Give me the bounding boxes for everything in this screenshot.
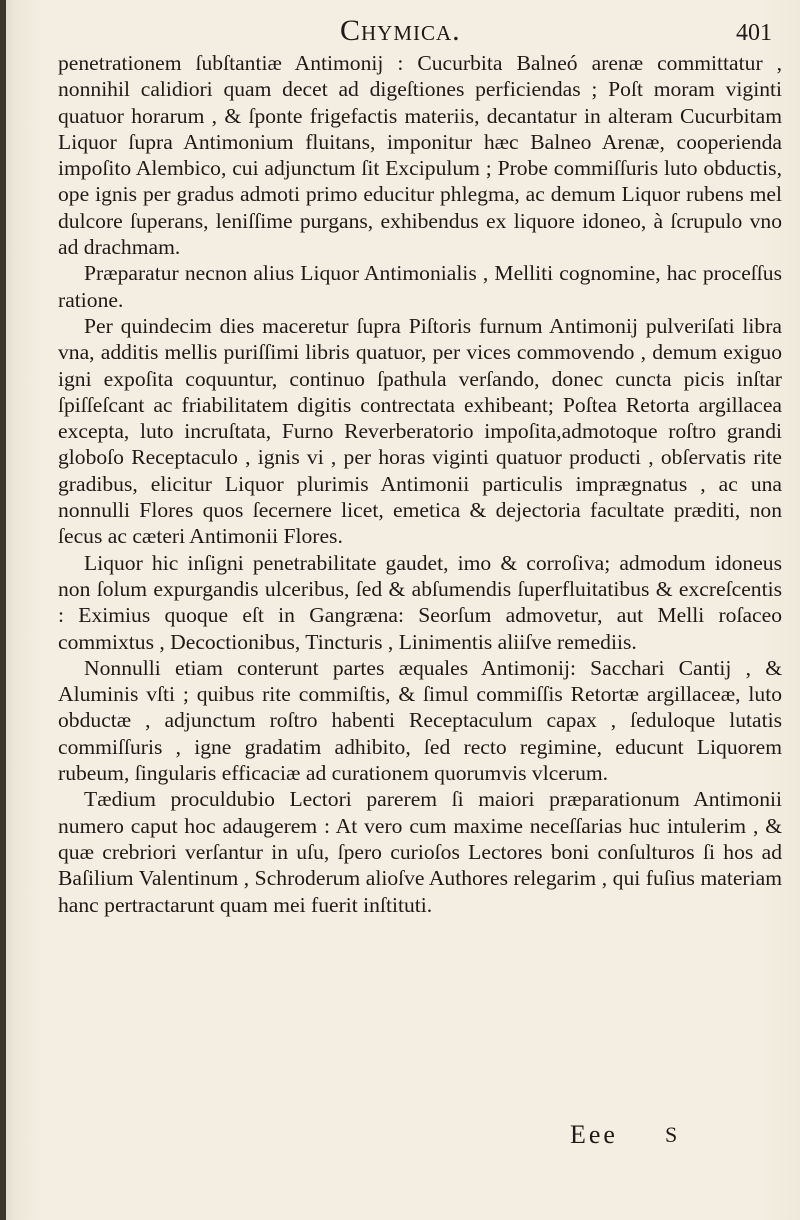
page-header	[60, 14, 790, 54]
page-footer	[560, 1120, 760, 1160]
paragraph: Præparatur necnon alius Liquor Antimonialis , Melliti cognomine, hac proceſſus ratione.	[58, 261, 782, 312]
running-title: Chymica.	[340, 14, 461, 47]
paragraph: Per quindecim dies maceretur ſupra Piſtoris furnum Antimonij pulveriſati libra vna, additis mellis puriſſimi libris quatuor, per vices commovendo , demum exiguo igni expoſita coquuntur, continuo ſpathula verſando, donec cuncta picis inſtar ſpiſſeſcant ac friabilitatem digitis contrectata exhibeant; Poſtea Retorta argillacea excepta, luto incruſtata, Furno Reverberatorio impoſita,admotoque roſtro grandi globoſo Receptaculo , ignis vi , per horas viginti quatuor producti , obſervatis rite gradibus, elicitur Liquor plurimis Antimonii particulis imprægnatus , ac una nonnulli Flores quos ſecernere licet, emetica & dejectoria facultate præditi, non ſecus ac cæteri Antimonii Flores.	[58, 313, 782, 549]
catchword: S	[665, 1122, 678, 1147]
main-text	[58, 50, 782, 918]
page-gutter-edge	[0, 0, 6, 1220]
paragraph: Nonnulli etiam conterunt partes æquales Antimonij: Sacchari Cantij , & Aluminis vſti ; quibus rite commiſtis, & ſimul commiſſis Retortæ argillaceæ, luto obductæ , adjunctum roſtro habenti Receptaculum capax , ſeduloque lutatis commiſſuris , igne gradatim adhibito, ſed recto regimine, educunt Liquorem rubeum, ſingularis efficaciæ ad curationem quorumvis vlcerum.	[58, 655, 782, 786]
paragraph: penetrationem ſubſtantiæ Antimonij : Cucurbita Balneó arenæ committatur , nonnihil calidiori quam decet ad digeſtiones perficiendas ; Poſt moram viginti quatuor horarum , & ſponte frigefactis materiis, decantatur in alteram Cucurbitam Liquor ſupra Antimonium fluitans, imponitur hæc Balneo Arenæ, cooperienda impoſito Alembico, cui adjunctum ſit Excipulum ; Probe commiſſuris luto obductis, ope ignis per gradus admoti primo educitur phlegma, ac demum Liquor rubens mel dulcore ſuperans, leniſſime purgans, exhibendus ex liquore idoneo, à ſcrupulo vno ad drachmam.	[58, 51, 782, 260]
page-number: 401	[736, 20, 772, 46]
signature-mark: Eee	[570, 1120, 618, 1149]
paragraph: Tædium proculdubio Lectori parerem ſi maiori præparationum Antimonii numero caput hoc adaugerem : At vero cum maxime neceſſarias huc intulerim , & quæ crebriori verſantur in uſu, ſpero curioſos Lectores boni conſulturos ſi hos ad Baſilium Valentinum , Schroderum alioſve Authores relegarim , qui fuſius materiam hanc pertractarunt quam mei fuerit inſtituti.	[58, 787, 782, 917]
paragraph: Liquor hic inſigni penetrabilitate gaudet, imo & corroſiva; admodum idoneus non ſolum expurgandis ulceribus, ſed & abſumendis ſuperfluitatibus & excreſcentis : Eximius quoque eſt in Gangræna: Seorſum admovetur, aut Melli roſaceo commixtus , Decoctionibus, Tincturis , Linimentis aliiſve remediis.	[58, 550, 782, 654]
